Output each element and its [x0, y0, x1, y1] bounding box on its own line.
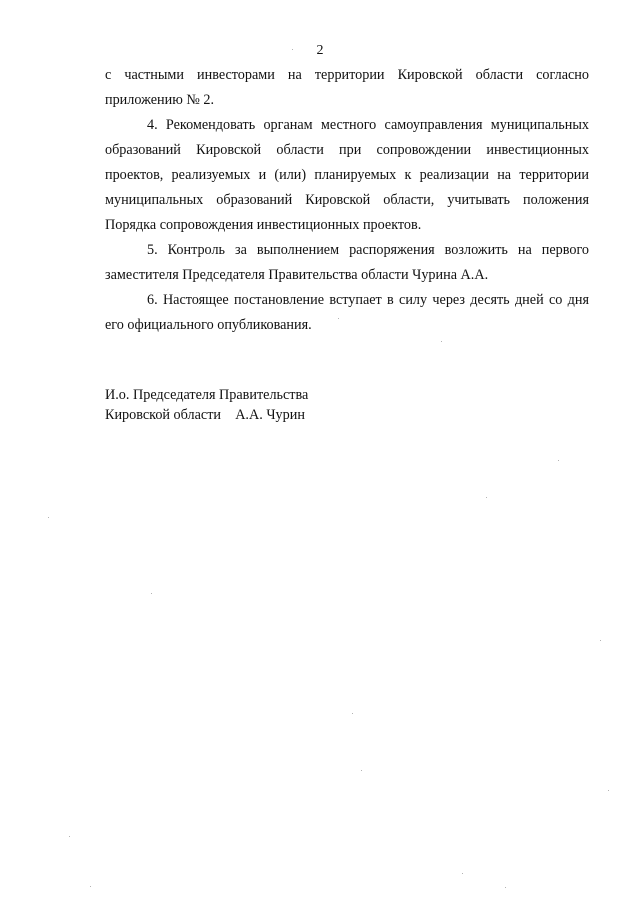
scan-speck	[441, 341, 442, 342]
paragraph-continuation: с частными инвесторами на территории Кировской области согласно приложению № 2.	[105, 67, 589, 108]
scan-speck	[90, 886, 91, 887]
scan-speck	[486, 497, 487, 498]
scan-speck	[48, 517, 49, 518]
page-number: 2	[316, 43, 324, 58]
scan-speck	[361, 770, 362, 771]
paragraph-item-5: 5. Контроль за выполнением распоряжения возложить на первого заместителя Председателя Правительства области Чурина А.А.	[105, 242, 589, 283]
signature-gap	[221, 407, 235, 423]
scan-speck	[292, 49, 293, 50]
signatory-name: А.А. Чурин	[235, 407, 305, 423]
signatory-position-line2	[105, 405, 405, 425]
signatory-region: Кировской области	[105, 407, 221, 423]
paragraph-item-6: 6. Настоящее постановление вступает в силу через десять дней со дня его официального опубликования.	[105, 292, 589, 333]
scan-speck	[505, 887, 506, 888]
scan-speck	[338, 318, 339, 319]
scan-speck	[600, 640, 601, 641]
paragraph-item-4: 4. Рекомендовать органам местного самоуправления муниципальных образований Кировской области при сопровождении инвестиционных проектов, реализуемых и (или) планируемых к реализации на территории муниципальных образований Кировской области, учитывать положения Порядка сопровождения инвестиционных проектов.	[105, 117, 589, 233]
scan-speck	[69, 836, 70, 837]
scan-speck	[462, 873, 463, 874]
scan-speck	[608, 790, 609, 791]
scan-speck	[352, 713, 353, 714]
scan-speck	[558, 460, 559, 461]
scan-speck	[151, 593, 152, 594]
signature-block	[105, 385, 405, 425]
signatory-position-line1: И.о. Председателя Правительства	[105, 387, 309, 403]
document-body	[105, 63, 589, 338]
